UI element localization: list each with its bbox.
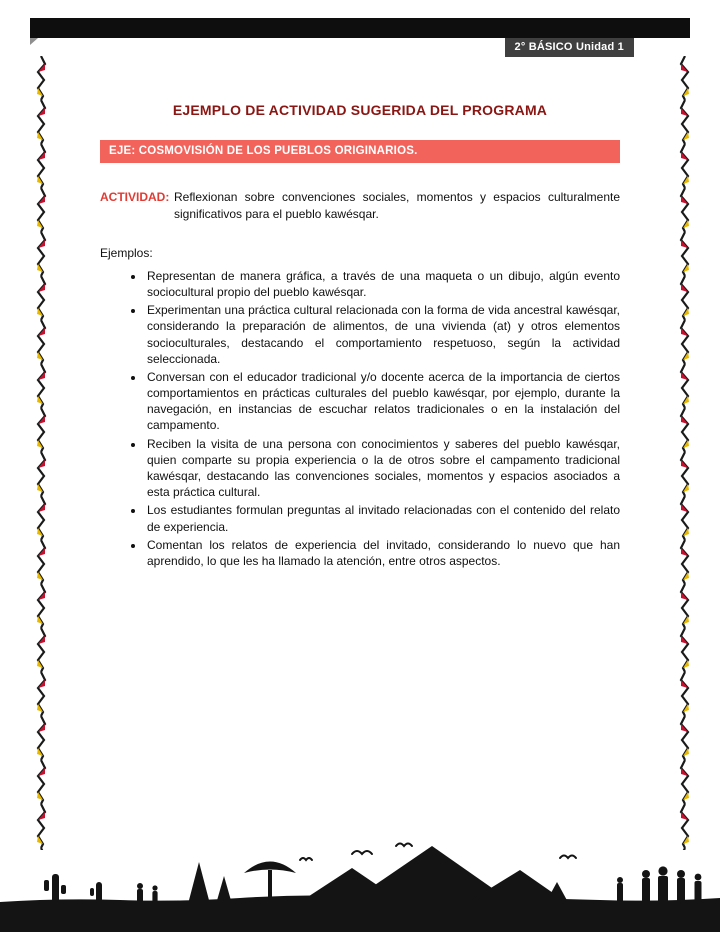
- actividad-section: [100, 189, 620, 224]
- document-content: [100, 102, 620, 571]
- list-item: • Representan de manera gráfica, a través de una maqueta o un dibujo, algún evento sociocultural propio del pueblo kawésqar.: [145, 268, 620, 300]
- list-item: • Conversan con el educador tradicional y/o docente acerca de la importancia de ciertos comportamientos en prácticas culturales del pueblo kawésqar, por ejemplo, durante la navegación, en instancias de escuchar relatos tradicionales o en la instalación del campamento.: [145, 369, 620, 434]
- top-bar-fold-decoration: [30, 38, 38, 45]
- list-item: • Comentan los relatos de experiencia del invitado, considerando lo nuevo que han aprendido, lo que les ha llamado la atención, entre otros aspectos.: [145, 537, 620, 569]
- list-item: • Reciben la visita de una persona con conocimientos y saberes del pueblo kawésqar, quien comparte su propia experiencia o la de otros sobre el campamento tradicional kawésqar, destacando las convenciones sociales, momentos y espacios asociados a esta práctica cultural.: [145, 436, 620, 501]
- list-item: • Los estudiantes formulan preguntas al invitado relacionadas con el contenido del relato de experiencia.: [145, 502, 620, 534]
- right-decorative-border: [677, 56, 693, 850]
- ejemplos-label: Ejemplos:: [100, 245, 153, 260]
- actividad-text: Reflexionan sobre convenciones sociales, momentos y espacios culturalmente significativos para el pueblo kawésqar.: [174, 190, 620, 222]
- footer-landscape-silhouette: [0, 840, 720, 932]
- page-title: EJEMPLO DE ACTIVIDAD SUGERIDA DEL PROGRAMA: [172, 102, 548, 118]
- actividad-label: ACTIVIDAD:: [100, 190, 170, 204]
- ejemplos-bullet-list: [100, 268, 620, 569]
- unit-badge: 2° BÁSICO Unidad 1: [505, 38, 634, 57]
- left-decorative-border: [33, 56, 49, 850]
- eje-banner: EJE: COSMOVISIÓN DE LOS PUEBLOS ORIGINARIOS.: [100, 140, 620, 163]
- top-black-bar: [30, 18, 690, 38]
- list-item: • Experimentan una práctica cultural relacionada con la forma de vida ancestral kawésqar, considerando la preparación de alimentos, de una vivienda (at) y otros elementos socioculturales, destacando el comportamiento respetuoso, según la actividad seleccionada.: [145, 302, 620, 367]
